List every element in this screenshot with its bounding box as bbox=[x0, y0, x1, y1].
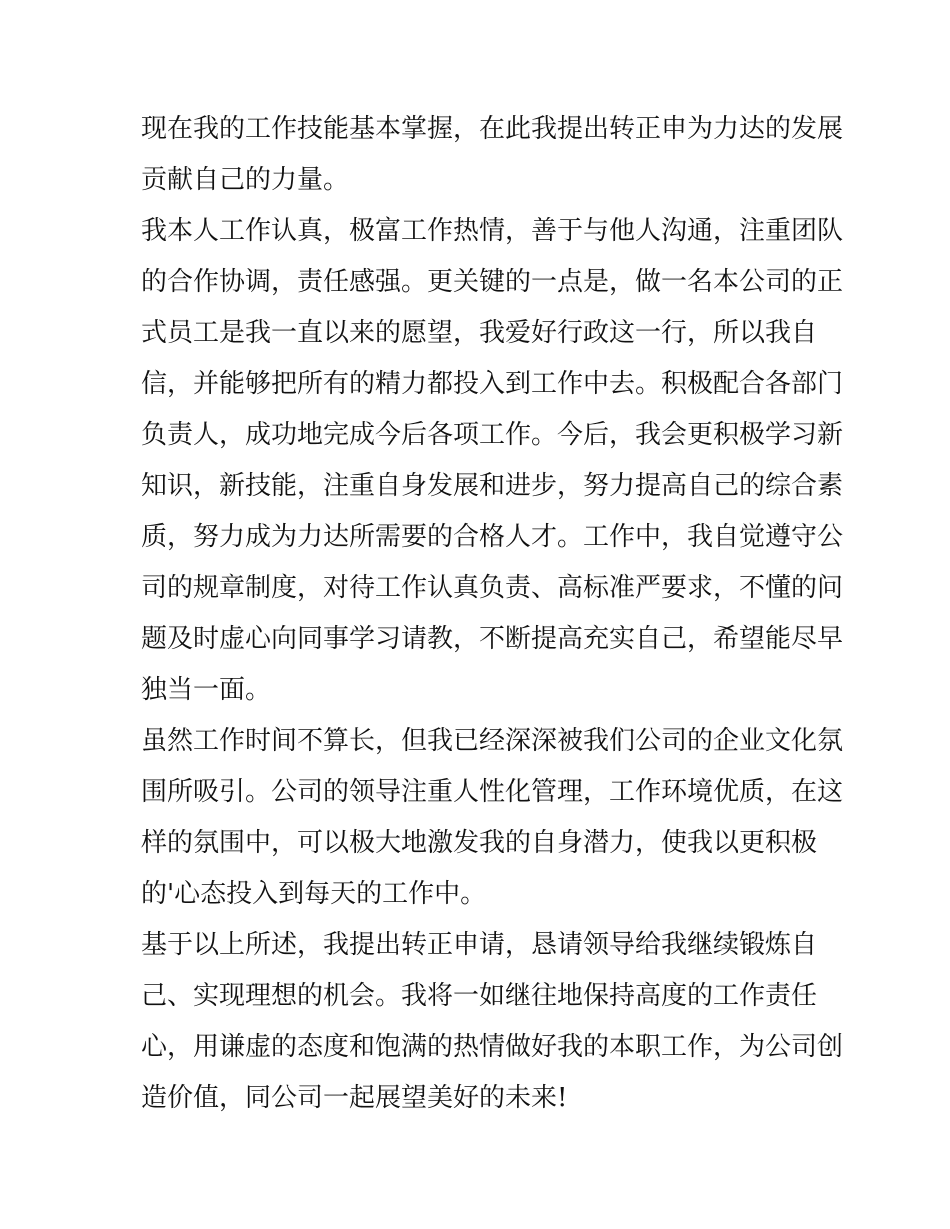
text-line: 贡献自己的力量。 bbox=[141, 165, 350, 195]
text-line: 信，并能够把所有的精力都投入到工作中去。积极配合各部门 bbox=[141, 369, 844, 399]
text-line: 造价值，同公司一起展望美好的未来! bbox=[141, 1083, 568, 1113]
text-line: 负责人，成功地完成今后各项工作。今后，我会更积极学习新 bbox=[141, 420, 844, 450]
text-line: 基于以上所述，我提出转正申请，恳请领导给我继续锻炼自 bbox=[141, 930, 818, 960]
text-line: 式员工是我一直以来的愿望，我爱好行政这一行，所以我自 bbox=[141, 318, 818, 348]
text-line: 的'心态投入到每天的工作中。 bbox=[141, 879, 487, 909]
text-line: 心，用谦虚的态度和饱满的热情做好我的本职工作，为公司创 bbox=[141, 1032, 844, 1062]
text-line: 题及时虚心向同事学习请教，不断提高充实自己，希望能尽早 bbox=[141, 624, 844, 654]
text-line: 我本人工作认真，极富工作热情，善于与他人沟通，注重团队 bbox=[141, 216, 844, 246]
text-line: 己、实现理想的机会。我将一如继往地保持高度的工作责任 bbox=[141, 981, 818, 1011]
text-line: 司的规章制度，对待工作认真负责、高标准严要求，不懂的问 bbox=[141, 573, 844, 603]
text-line: 知识，新技能，注重自身发展和进步，努力提高自己的综合素 bbox=[141, 471, 844, 501]
body-text bbox=[141, 104, 844, 1124]
text-line: 质，努力成为力达所需要的合格人才。工作中，我自觉遵守公 bbox=[141, 522, 844, 552]
text-line: 的合作协调，责任感强。更关键的一点是，做一名本公司的正 bbox=[141, 267, 844, 297]
text-line: 独当一面。 bbox=[141, 675, 272, 705]
text-line: 现在我的工作技能基本掌握，在此我提出转正申为力达的发展 bbox=[141, 114, 844, 144]
text-line: 围所吸引。公司的领导注重人性化管理，工作环境优质，在这 bbox=[141, 777, 844, 807]
text-line: 样的氛围中，可以极大地激发我的自身潜力，使我以更积极 bbox=[141, 828, 818, 858]
text-line: 虽然工作时间不算长，但我已经深深被我们公司的企业文化氛 bbox=[141, 726, 844, 756]
